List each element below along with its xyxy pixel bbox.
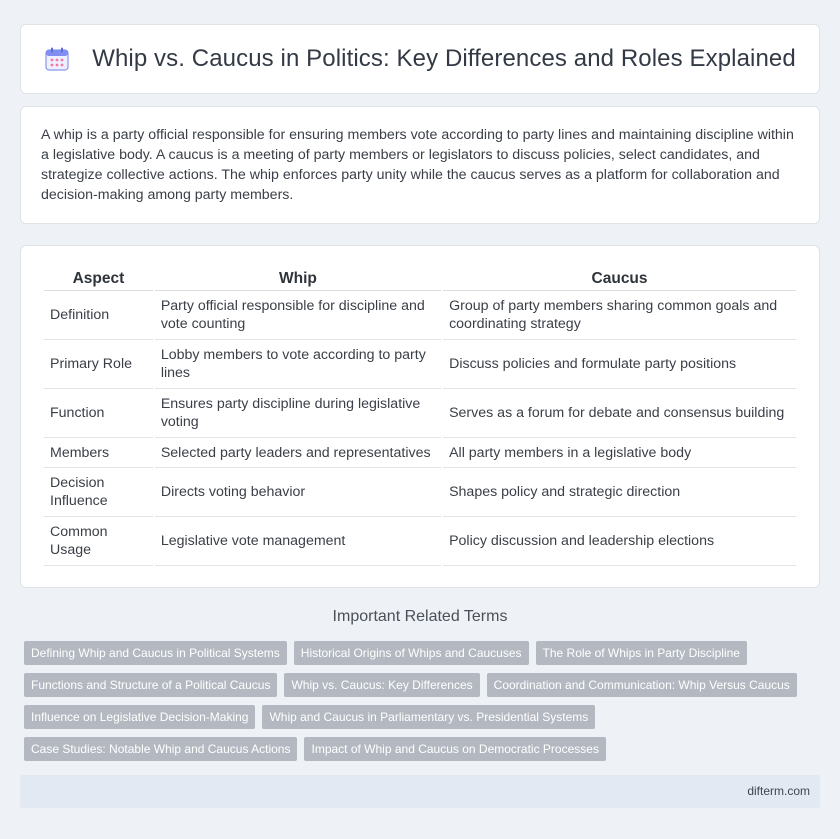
header-caucus: Caucus [443, 264, 796, 291]
related-term-tag[interactable]: Influence on Legislative Decision-Making [24, 705, 255, 729]
related-term-tag[interactable]: Coordination and Communication: Whip Versus Caucus [487, 673, 797, 697]
cell-aspect: Definition [44, 291, 153, 340]
footer-site-link[interactable]: difterm.com [747, 784, 810, 798]
cell-aspect: Function [44, 389, 153, 438]
footer [20, 775, 820, 808]
calendar-icon [44, 46, 70, 72]
title-card [20, 24, 820, 94]
tag-row [24, 705, 814, 729]
table-row [44, 389, 796, 438]
related-term-tag[interactable]: Historical Origins of Whips and Caucuses [294, 641, 529, 665]
page-title: Whip vs. Caucus in Politics: Key Differences and Roles Explained [92, 45, 796, 72]
table-row [44, 438, 796, 468]
table-header-row [44, 264, 796, 291]
comparison-table [42, 264, 798, 566]
cell-whip: Party official responsible for discipline and vote counting [155, 291, 441, 340]
related-term-tag[interactable]: Impact of Whip and Caucus on Democratic Processes [304, 737, 605, 761]
related-term-tag[interactable]: Whip and Caucus in Parliamentary vs. Presidential Systems [262, 705, 595, 729]
cell-whip: Directs voting behavior [155, 468, 441, 517]
table-row [44, 468, 796, 517]
cell-caucus: Policy discussion and leadership elections [443, 517, 796, 566]
cell-caucus: Shapes policy and strategic direction [443, 468, 796, 517]
related-terms-list [24, 641, 814, 769]
related-term-tag[interactable]: The Role of Whips in Party Discipline [536, 641, 747, 665]
cell-caucus: Serves as a forum for debate and consensus building [443, 389, 796, 438]
tag-row [24, 641, 814, 665]
related-term-tag[interactable]: Case Studies: Notable Whip and Caucus Actions [24, 737, 297, 761]
related-term-tag[interactable]: Defining Whip and Caucus in Political Systems [24, 641, 287, 665]
cell-caucus: Discuss policies and formulate party positions [443, 340, 796, 389]
cell-caucus: Group of party members sharing common goals and coordinating strategy [443, 291, 796, 340]
tag-row [24, 673, 814, 697]
table-row [44, 291, 796, 340]
header-whip: Whip [155, 264, 441, 291]
related-term-tag[interactable]: Whip vs. Caucus: Key Differences [284, 673, 479, 697]
cell-whip: Lobby members to vote according to party lines [155, 340, 441, 389]
table-row [44, 340, 796, 389]
header-aspect: Aspect [44, 264, 153, 291]
intro-card [20, 106, 820, 224]
cell-whip: Selected party leaders and representatives [155, 438, 441, 468]
related-term-tag[interactable]: Functions and Structure of a Political Caucus [24, 673, 277, 697]
intro-text: A whip is a party official responsible for ensuring members vote according to party lines and maintaining discipline within a legislative body. A caucus is a meeting of party members or legislators to discuss policies, select candidates, and strategize collective actions. The whip enforces party unity while the caucus serves as a platform for collaboration and decision-making among party members. [41, 127, 794, 203]
cell-whip: Legislative vote management [155, 517, 441, 566]
comparison-table-card [20, 245, 820, 588]
table-row [44, 517, 796, 566]
cell-caucus: All party members in a legislative body [443, 438, 796, 468]
cell-aspect: Primary Role [44, 340, 153, 389]
related-terms-title: Important Related Terms [332, 608, 508, 625]
tag-row [24, 737, 814, 761]
cell-aspect: Common Usage [44, 517, 153, 566]
cell-aspect: Decision Influence [44, 468, 153, 517]
cell-aspect: Members [44, 438, 153, 468]
cell-whip: Ensures party discipline during legislative voting [155, 389, 441, 438]
